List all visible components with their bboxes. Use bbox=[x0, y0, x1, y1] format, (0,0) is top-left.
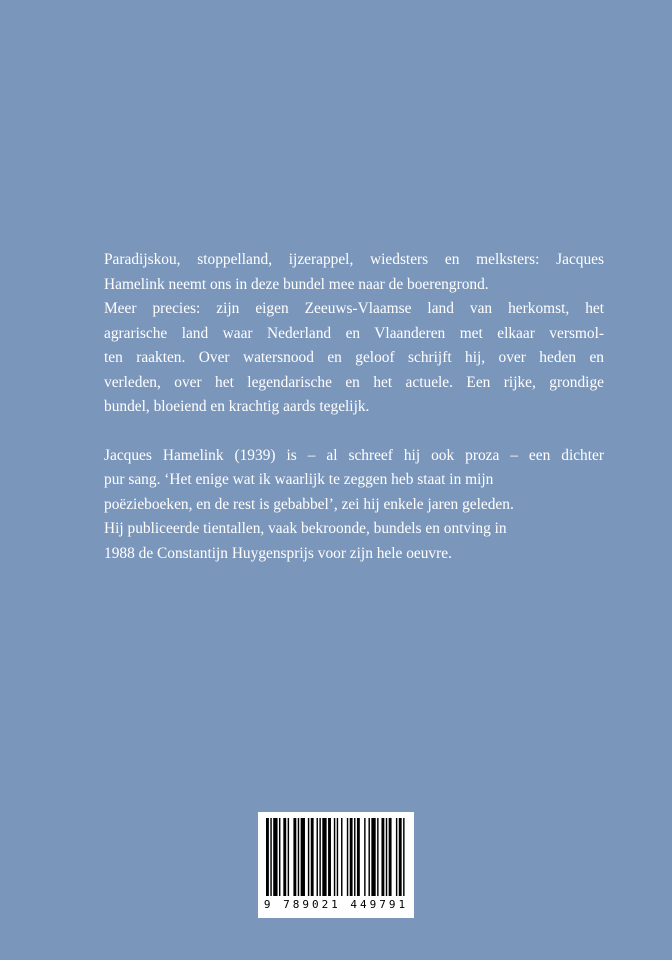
text-line: pur sang. ‘Het enige wat ik waarlijk te zeggen heb staat in mijn bbox=[104, 471, 494, 488]
barcode-bar bbox=[403, 818, 404, 896]
barcode-bar bbox=[381, 818, 384, 896]
barcode-bar bbox=[354, 818, 355, 896]
barcode-bar bbox=[377, 818, 378, 896]
barcode-bar bbox=[334, 818, 335, 896]
text-line: Hij publiceerde tientallen, vaak bekroonde, bundels en ontving in bbox=[104, 520, 507, 537]
barcode-bar bbox=[357, 818, 360, 896]
barcode-bar bbox=[266, 818, 269, 896]
barcode-bar bbox=[371, 818, 375, 896]
barcode-bar bbox=[283, 818, 286, 896]
barcode-bar bbox=[396, 818, 397, 896]
text-line: 1988 de Constantijn Huygensprijs voor zijn hele oeuvre. bbox=[104, 544, 452, 562]
barcode-bar bbox=[298, 818, 299, 896]
barcode-bar bbox=[364, 818, 365, 896]
barcode-bar bbox=[337, 818, 338, 896]
text-line: Jacques Hamelink (1939) is – al schreef hij ook proza – een dichter bbox=[104, 446, 604, 464]
text-line: Paradijskou, stoppelland, ijzerappel, wiedsters en melksters: Jacques bbox=[104, 251, 604, 268]
barcode-bar bbox=[279, 818, 280, 896]
barcode-bar bbox=[270, 818, 271, 896]
barcode-bar bbox=[317, 818, 318, 896]
barcode-bars bbox=[266, 818, 406, 896]
barcode-bar bbox=[293, 818, 296, 896]
text-line: agrarische land waar Nederland en Vlaanderen met elkaar versmol- bbox=[104, 324, 604, 342]
text-line: poëzieboeken, en de rest is gebabbel’, zei hij enkele jaren geleden. bbox=[104, 495, 514, 513]
barcode-bar bbox=[308, 818, 309, 896]
text-line: Hamelink neemt ons in deze bundel mee naar de boerengrond. bbox=[104, 275, 489, 293]
barcode-digits: 9 789021 449791 bbox=[263, 898, 409, 911]
barcode-bar bbox=[328, 818, 331, 896]
barcode-bar bbox=[311, 818, 314, 896]
text-line: bundel, bloeiend en krachtig aards tegelijk. bbox=[104, 398, 370, 415]
barcode-bar bbox=[368, 818, 369, 896]
barcode-bar bbox=[288, 818, 289, 896]
barcode-bar bbox=[399, 818, 402, 896]
blurb-paragraph-author bbox=[104, 444, 604, 567]
text-line: Meer precies: zijn eigen Zeeuws-Vlaamse land van herkomst, het bbox=[104, 300, 604, 317]
barcode-bar bbox=[273, 818, 277, 896]
barcode-bar bbox=[301, 818, 305, 896]
barcode-bar bbox=[347, 818, 348, 896]
barcode-bar bbox=[322, 818, 326, 896]
blurb-text bbox=[104, 248, 604, 566]
barcode-bar bbox=[319, 818, 320, 896]
isbn-barcode bbox=[258, 812, 414, 918]
barcode-bar bbox=[386, 818, 387, 896]
barcode-bar bbox=[341, 818, 342, 896]
text-line: ten raakten. Over watersnood en geloof schrijft hij, over heden en bbox=[104, 349, 604, 366]
text-line: verleden, over het legendarische en het actuele. Een rijke, grondige bbox=[104, 373, 604, 391]
barcode-bar bbox=[350, 818, 353, 896]
blurb-paragraph-description bbox=[104, 248, 604, 420]
barcode-bar bbox=[389, 818, 392, 896]
